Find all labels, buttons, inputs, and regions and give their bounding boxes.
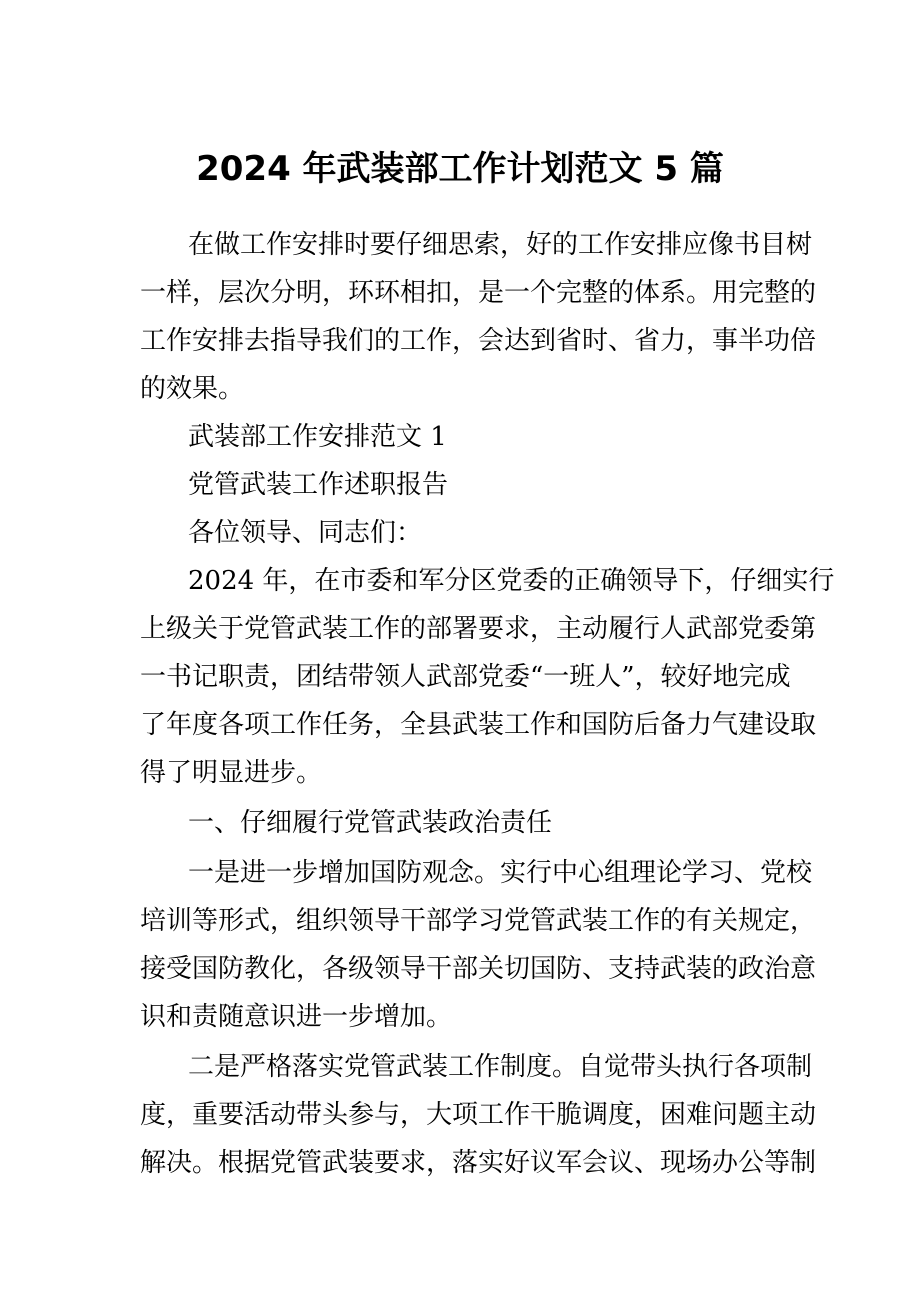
paragraph-line: 二是严格落实党管武装工作制度。自觉带头执行各项制 — [188, 1052, 813, 1082]
paragraph-line: 解决。根据党管武装要求，落实好议军会议、现场办公等制 — [140, 1148, 817, 1178]
paragraph-line: 识和责随意识进一步增加。 — [140, 1002, 453, 1032]
paragraph-line: 2024 年，在市委和军分区党委的正确领导下，仔细实行 — [188, 566, 835, 596]
paragraph-line: 了年度各项工作任务，全县武装工作和国防后备力气建设取 — [140, 710, 817, 740]
paragraph-line: 一是进一步增加国防观念。实行中心组理论学习、党校 — [188, 858, 813, 888]
paragraph-line: 上级关于党管武装工作的部署要求，主动履行人武部党委第 — [140, 614, 817, 644]
document-title: 2024 年武装部工作计划范文 5 篇 — [196, 149, 724, 189]
paragraph-line: 接受国防教化，各级领导干部关切国防、支持武装的政治意 — [140, 954, 817, 984]
section-heading: 武装部工作安排范文 1 — [188, 422, 447, 452]
section-heading: 一、仔细履行党管武装政治责任 — [188, 808, 553, 838]
salutation: 各位领导、同志们： — [188, 518, 423, 548]
paragraph-line: 在做工作安排时要仔细思索，好的工作安排应像书目树 — [188, 230, 813, 260]
paragraph-line: 度，重要活动带头参与，大项工作干脆调度，困难问题主动 — [140, 1100, 817, 1130]
paragraph-line: 的效果。 — [140, 374, 245, 404]
paragraph-line: 得了明显进步。 — [140, 758, 323, 788]
report-title: 党管武装工作述职报告 — [188, 470, 449, 500]
paragraph-line: 一书记职责，团结带领人武部党委“一班人”，较好地完成 — [140, 662, 791, 692]
paragraph-line: 一样，层次分明，环环相扣，是一个完整的体系。用完整的 — [140, 278, 817, 308]
paragraph-line: 培训等形式，组织领导干部学习党管武装工作的有关规定， — [140, 906, 817, 936]
paragraph-line: 工作安排去指导我们的工作，会达到省时、省力，事半功倍 — [140, 326, 817, 356]
